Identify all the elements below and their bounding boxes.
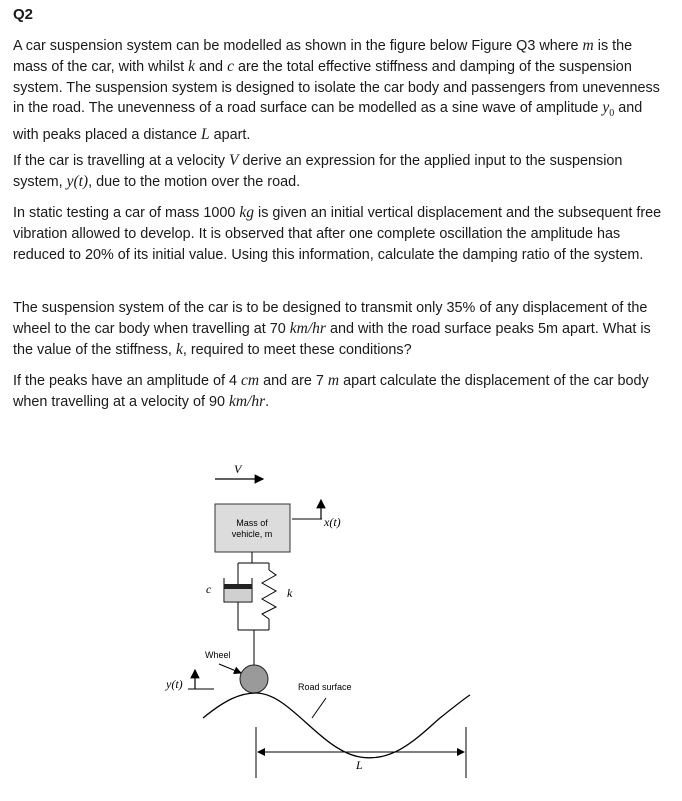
paragraph-part-d: If the peaks have an amplitude of 4 cm and are 7 m apart calculate the displacement of the car body when travelling at a velocity of 90 km/hr. — [13, 372, 649, 410]
x-label: x(t) — [324, 515, 341, 529]
road-surface-curve — [203, 693, 470, 758]
spring-label: k — [287, 586, 293, 600]
wheel-pointer — [219, 664, 241, 673]
mass-label-line1: Mass of — [236, 518, 268, 528]
paragraph-part-b: In static testing a car of mass 1000 kg is given an initial vertical displacement and the subsequent free vibration allowed to develop. It is observed that after one complete oscillation the amplitude has reduced to 20% of its initial value. Using this information, calculate the damping ratio of the system. — [13, 204, 662, 263]
damper-label: c — [206, 582, 212, 596]
paragraph-model-description: A car suspension system can be modelled as shown in the figure below Figure Q3 where m is the mass of the car, with whilst k and c are the total effective stiffness and damping of the suspension system. The suspension system is designed to isolate the car body and passengers from unevenness in the road. The unevenness of a road surface can be modelled as a sine wave of amplitude $y_0$ and with peaks placed a distance L apart. — [13, 37, 660, 144]
damper-piston — [224, 584, 252, 589]
y-label: y(t) — [166, 677, 183, 691]
mass-block — [215, 504, 290, 552]
mass-label-line2: vehicle, m — [231, 529, 273, 539]
velocity-label: V — [234, 462, 242, 476]
wheel-label: Wheel — [205, 650, 231, 660]
length-label: L — [356, 758, 363, 772]
road-surface-label: Road surface — [298, 682, 352, 692]
spring-coil — [262, 570, 276, 619]
question-label: Q2 — [13, 6, 34, 23]
wheel — [240, 665, 268, 693]
paragraph-part-c: The suspension system of the car is to be designed to transmit only 35% of any displacement of the wheel to the car body when travelling at 70 km/hr and with the road surface peaks 5m apart. What is the value of the stiffness, k, required to meet these conditions? — [13, 300, 651, 358]
paragraph-part-a: If the car is travelling at a velocity V derive an expression for the applied input to the suspension system, y(t), due to the motion over the road. — [13, 152, 623, 190]
road-surface-pointer — [312, 698, 326, 718]
damper-fluid — [225, 589, 251, 601]
